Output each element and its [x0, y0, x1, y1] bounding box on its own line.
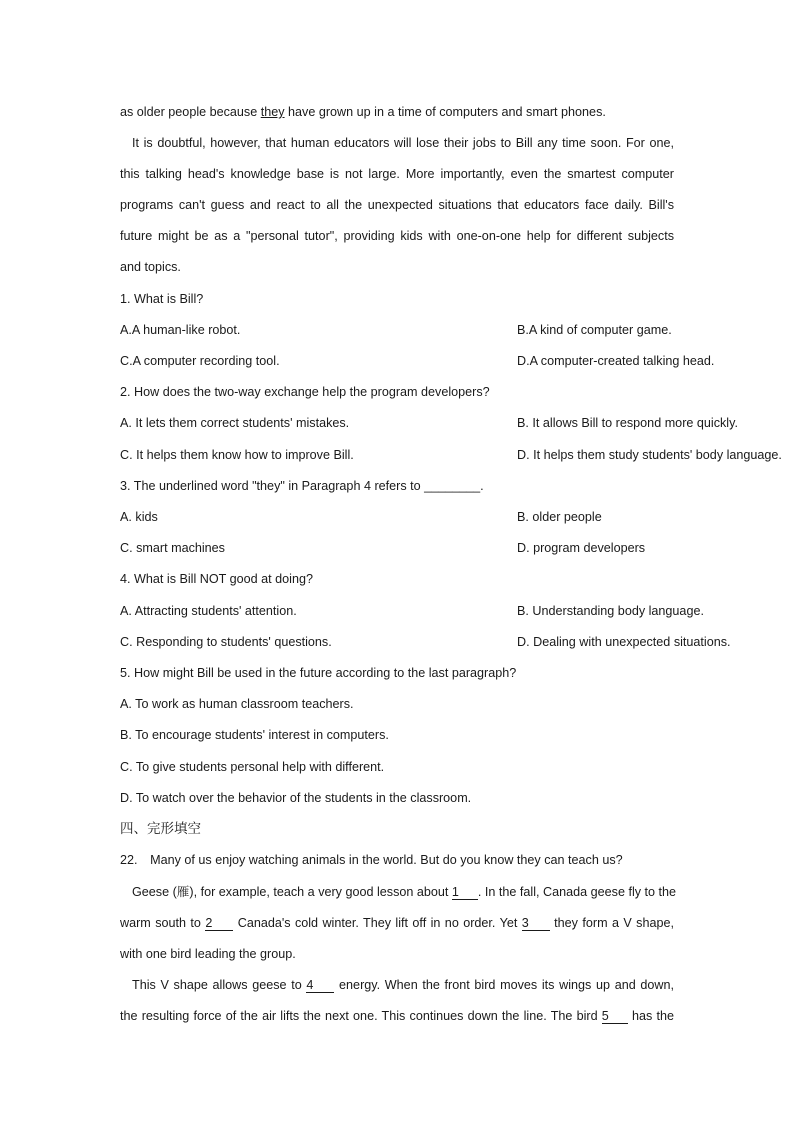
option-a: A. kids: [120, 510, 158, 524]
text-run: This V shape allows geese to: [132, 978, 307, 992]
cloze-blank-1[interactable]: 1: [452, 885, 478, 900]
cloze-intro: 22. Many of us enjoy watching animals in the world. But do you know they can teach us?: [120, 853, 623, 867]
option-d: D. It helps them study students' body language.: [517, 448, 782, 462]
option-row: [120, 415, 738, 431]
option-row: [120, 603, 704, 619]
text-run: they form a V shape,: [549, 916, 674, 930]
option-a: A.A human-like robot.: [120, 323, 241, 337]
question-stem: 4. What is Bill NOT good at doing?: [120, 572, 313, 586]
option-row: [120, 353, 715, 369]
option-row: [120, 447, 782, 463]
underlined-word: they: [260, 105, 285, 119]
option-row: [120, 322, 674, 338]
text-run: warm south to: [120, 916, 206, 930]
passage-line: future might be as a "personal tutor", providing kids with one-on-one help for different subjects: [120, 229, 674, 243]
option-row: [120, 634, 731, 650]
question-stem: 5. How might Bill be used in the future according to the last paragraph?: [120, 666, 517, 680]
option-b: B. older people: [517, 510, 602, 524]
text-run: the resulting force of the air lifts the next one. This continues down the line. The bird: [120, 1009, 602, 1023]
option-c: C. Responding to students' questions.: [120, 635, 332, 649]
option-row: [120, 540, 674, 556]
option-d: D. Dealing with unexpected situations.: [517, 635, 731, 649]
option-a: A. To work as human classroom teachers.: [120, 697, 354, 711]
option-b: B. Understanding body language.: [517, 604, 704, 618]
option-b: B.A kind of computer game.: [517, 323, 672, 337]
option-d: D. program developers: [517, 541, 646, 555]
text-run: . In the fall, Canada geese fly to the: [477, 885, 677, 899]
passage-line: this talking head's knowledge base is not large. More importantly, even the smartest computer: [120, 167, 674, 181]
question-stem: 1. What is Bill?: [120, 292, 204, 306]
cloze-blank-3[interactable]: 3: [522, 916, 550, 931]
passage-line: programs can't guess and react to all the unexpected situations that educators face daily. Bill's: [120, 198, 674, 212]
option-b: B. It allows Bill to respond more quickly.: [517, 416, 738, 430]
passage-line: It is doubtful, however, that human educators will lose their jobs to Bill any time soon. For one,: [132, 136, 674, 150]
text-run: as older people because: [120, 105, 261, 119]
cloze-line: [120, 1008, 674, 1024]
option-b: B. To encourage students' interest in computers.: [120, 728, 389, 742]
cloze-blank-2[interactable]: 2: [205, 916, 233, 931]
cloze-line: with one bird leading the group.: [120, 947, 296, 961]
section-heading: 四、完形填空: [120, 821, 201, 837]
option-c: C.A computer recording tool.: [120, 354, 280, 368]
text-run: energy. When the front bird moves its wings up and down,: [334, 978, 674, 992]
option-c: C. It helps them know how to improve Bill.: [120, 448, 354, 462]
cloze-blank-4[interactable]: 4: [306, 978, 334, 993]
option-a: A. It lets them correct students' mistakes.: [120, 416, 350, 430]
text-run: Geese (雁), for example, teach a very good lesson about: [132, 885, 452, 899]
cloze-line: [120, 977, 674, 993]
cloze-line: [120, 915, 674, 931]
option-c: C. smart machines: [120, 541, 225, 555]
question-stem: 2. How does the two-way exchange help the program developers?: [120, 385, 490, 399]
passage-line: [120, 104, 674, 120]
option-d: D. To watch over the behavior of the students in the classroom.: [120, 791, 472, 805]
option-d: D.A computer-created talking head.: [517, 354, 715, 368]
option-row: [120, 509, 674, 525]
text-run: Canada's cold winter. They lift off in no order. Yet: [233, 916, 522, 930]
text-run: have grown up in a time of computers and smart phones.: [284, 105, 606, 119]
cloze-blank-5[interactable]: 5: [602, 1009, 628, 1024]
passage-line: and topics.: [120, 260, 181, 274]
text-run: has the: [627, 1009, 674, 1023]
question-stem: 3. The underlined word "they" in Paragraph 4 refers to ________.: [120, 479, 484, 493]
option-c: C. To give students personal help with different.: [120, 760, 385, 774]
option-a: A. Attracting students' attention.: [120, 604, 297, 618]
cloze-line: [120, 884, 677, 900]
